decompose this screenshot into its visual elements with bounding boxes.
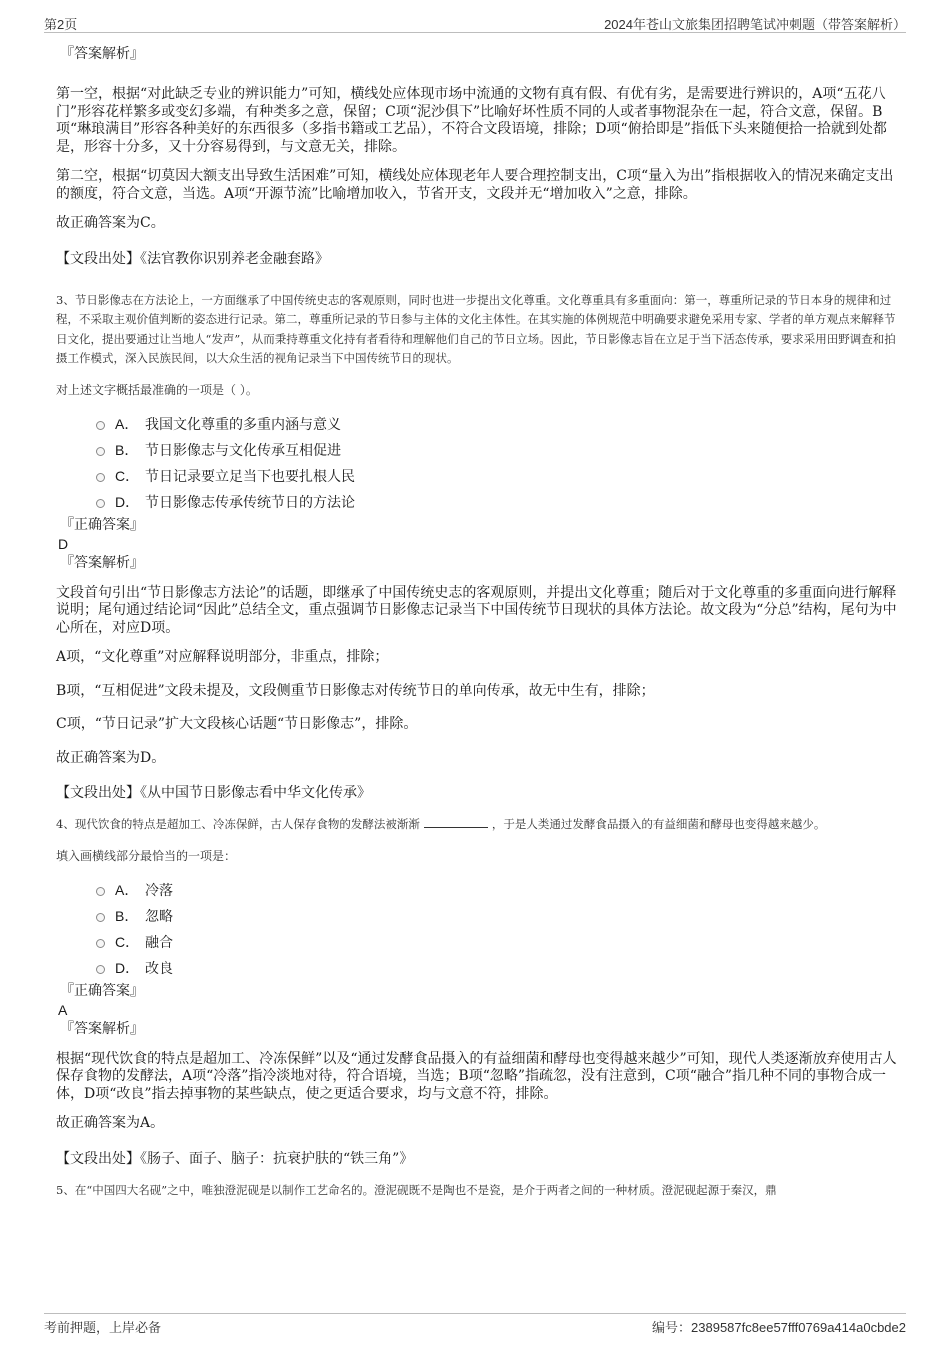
q3-question: 对上述文字概括最准确的一项是（ ）。 — [56, 382, 258, 397]
q3-answer: D — [58, 535, 69, 552]
q4-answer: A — [58, 1001, 68, 1018]
document-title: 2024年苍山文旅集团招聘笔试冲刺题（带答案解析） — [604, 17, 906, 32]
radio-icon[interactable] — [96, 965, 105, 974]
q4-answer-label: 『正确答案』 — [60, 982, 144, 999]
radio-icon[interactable] — [96, 499, 105, 508]
q2-source: 【文段出处】《法官教你识别养老金融套路》 — [56, 250, 329, 267]
q3-analysis-p1: 文段首句引出“节日影像志方法论”的话题，即继承了中国传统史志的客观原则，并提出文化尊重；随后对于文化尊重的多重面向进行解释说明；尾句通过结论词“因此”总结全文，重点强调节日影像志记录当下中国传统节日现状的具体方法论。故文段为“分总”结构，尾句为中心所在，对应D项。 — [56, 584, 897, 636]
q3-analysis-label: 『答案解析』 — [60, 554, 144, 571]
page-content — [56, 44, 898, 1200]
q3-analysis-b: B项，“互相促进”文段未提及，文段侧重节日影像志对传统节日的单向传承，故无中生有，排除； — [56, 682, 655, 699]
q4-analysis-p1: 根据“现代饮食的特点是超加工、冷冻保鲜”以及“通过发酵食品摄入的有益细菌和酵母也变得越来越少”可知，现代人类逐渐放弃使用古人保存食物的发酵法，A项“冷落”指冷淡地对待，符合语境，当选；B项“忽略”指疏忽，没有注意到，C项“融合”指几种不同的事物合成一体，D项“改良”指去掉事物的某些缺点，使之更适合要求，均与文意不符，排除。 — [56, 1050, 897, 1102]
q4-stem: 4、现代饮食的特点是超加工、冷冻保鲜，古人保存食物的发酵法被渐渐 ，于是人类通过发酵食品摄入的有益细菌和酵母也变得越来越少。 — [56, 817, 826, 831]
q3-option-d[interactable]: D． 节日影像志传承传统节日的方法论 — [96, 489, 898, 515]
radio-icon[interactable] — [96, 939, 105, 948]
q4-option-c[interactable]: C． 融合 — [96, 929, 898, 955]
q3-answer-label: 『正确答案』 — [60, 516, 144, 533]
q2-analysis-label: 『答案解析』 — [60, 46, 144, 62]
q3-option-a[interactable]: A． 我国文化尊重的多重内涵与意义 — [96, 411, 898, 437]
q3-analysis-a: A项，“文化尊重”对应解释说明部分，非重点，排除； — [56, 649, 389, 665]
q4-question: 填入画横线部分最恰当的一项是： — [56, 848, 237, 863]
page-header — [44, 12, 906, 33]
page-footer — [44, 1313, 906, 1336]
radio-icon[interactable] — [96, 913, 105, 922]
radio-icon[interactable] — [96, 421, 105, 430]
footer-slogan: 考前押题，上岸必备 — [44, 1320, 162, 1335]
q4-option-b[interactable]: B． 忽略 — [96, 903, 898, 929]
q3-conclusion: 故正确答案为D。 — [56, 749, 166, 766]
q4-analysis-label: 『答案解析』 — [60, 1020, 144, 1037]
q2-conclusion: 故正确答案为C。 — [56, 215, 165, 231]
radio-icon[interactable] — [96, 447, 105, 456]
q4-conclusion: 故正确答案为A。 — [56, 1115, 165, 1131]
q4-source: 【文段出处】《肠子、面子、脑子：抗衰护肤的“铁三角”》 — [56, 1150, 414, 1167]
radio-icon[interactable] — [96, 473, 105, 482]
q2-analysis-p1: 第一空，根据“对此缺乏专业的辨识能力”可知，横线处应体现市场中流通的文物有真有假、有优有劣，是需要进行辨识的，A项“五花八门”形容花样繁多或变幻多端，有种类多之意，保留；C项“泥沙俱下”比喻好坏性质不同的人或者事物混杂在一起，符合文意，保留。B项“琳琅满目”形容各种美好的东西很多（多指书籍或工艺品），不符合文段语境，排除；D项“俯拾即是”指低下头来随便拾一拾就到处都是，形容十分多，又十分容易得到，与文意无关，排除。 — [56, 86, 887, 155]
q4-options — [96, 877, 898, 981]
q3-stem: 3、节日影像志在方法论上，一方面继承了中国传统史志的客观原则，同时也进一步提出文化尊重。文化尊重具有多重面向：第一，尊重所记录的节日本身的规律和过程，不采取主观价值判断的姿态进行记录。第二，尊重所记录的节日参与主体的文化主体性。在其实施的体例规范中明确要求避免采用专家、学者的单方观点来解释节日文化，提出要通过让当地人“发声”，从而秉持尊重文化持有者看待和理解他们自己的节日立场。因此，节日影像志旨在立足于当下活态传承，要求采用田野调查和拍摄工作模式，深入民族民间，以大众生活的视角记录当下中国传统节日的现状。 — [56, 292, 896, 365]
document-code: 编号：2389587fc8ee57fff0769a414a0cbde2 — [652, 1320, 906, 1335]
q3-analysis-c: C项，“节日记录”扩大文段核心话题“节日影像志”，排除。 — [56, 716, 418, 732]
q2-analysis-p2: 第二空，根据“切莫因大额支出导致生活困难”可知，横线处应体现老年人要合理控制支出，C项“量入为出”指根据收入的情况来确定支出的额度，符合文意，当选。A项“开源节流”比喻增加收入，节省开支，文段并无“增加收入”之意，排除。 — [56, 168, 894, 202]
q3-source: 【文段出处】《从中国节日影像志看中华文化传承》 — [56, 785, 371, 801]
q5-stem: 5、在“中国四大名砚”之中，唯独澄泥砚是以制作工艺命名的。澄泥砚既不是陶也不是瓷，是介于两者之间的一种材质。澄泥砚起源于秦汉，鼎 — [56, 1182, 777, 1197]
radio-icon[interactable] — [96, 887, 105, 896]
q3-options — [96, 411, 898, 515]
q3-option-b[interactable]: B． 节日影像志与文化传承互相促进 — [96, 437, 898, 463]
q4-option-a[interactable]: A． 冷落 — [96, 877, 898, 903]
q4-option-d[interactable]: D． 改良 — [96, 955, 898, 981]
page-number: 第2页 — [44, 17, 78, 32]
q3-option-c[interactable]: C． 节日记录要立足当下也要扎根人民 — [96, 463, 898, 489]
fill-blank — [424, 816, 488, 828]
